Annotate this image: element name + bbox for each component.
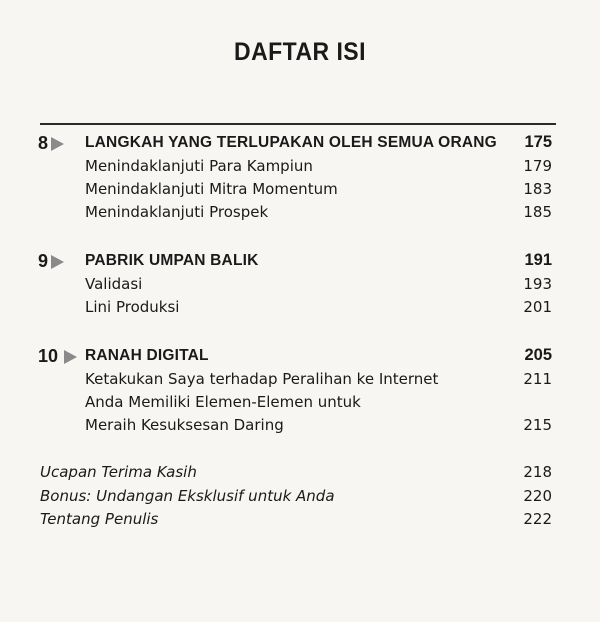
toc-item xyxy=(0,370,600,392)
backmatter-page: 220 xyxy=(523,487,552,505)
divider xyxy=(40,123,556,125)
toc-item xyxy=(0,416,600,438)
toc-item-title: Menindaklanjuti Para Kampiun xyxy=(85,157,313,175)
chapter-page: 205 xyxy=(524,346,552,364)
chapter-row xyxy=(0,133,600,155)
backmatter-title: Tentang Penulis xyxy=(40,510,159,528)
chapter-row xyxy=(0,346,600,368)
chapter-page: 175 xyxy=(524,133,552,151)
toc-item xyxy=(0,298,600,320)
backmatter-title: Bonus: Undangan Eksklusif untuk Anda xyxy=(40,487,335,505)
toc-item-title: Menindaklanjuti Mitra Momentum xyxy=(85,180,338,198)
chapter-number: 9 xyxy=(38,251,49,271)
chapter-title: LANGKAH YANG TERLUPAKAN OLEH SEMUA ORANG xyxy=(85,134,497,151)
backmatter-item xyxy=(0,487,600,509)
toc-item-title: Validasi xyxy=(85,275,143,293)
toc-item-page: 211 xyxy=(523,370,552,388)
chapter-page: 191 xyxy=(524,251,552,269)
toc-item-page: 193 xyxy=(523,275,552,293)
toc-item-title: Anda Memiliki Elemen-Elemen untuk xyxy=(85,393,361,411)
chapter-title: RANAH DIGITAL xyxy=(85,347,209,364)
toc-item-page: 183 xyxy=(523,180,552,198)
backmatter-item xyxy=(0,463,600,485)
toc-item xyxy=(0,393,600,415)
backmatter-page: 218 xyxy=(523,463,552,481)
toc-item-page: 179 xyxy=(523,157,552,175)
backmatter-page: 222 xyxy=(523,510,552,528)
page-title: DAFTAR ISI xyxy=(234,38,366,66)
toc-item xyxy=(0,275,600,297)
arrow-icon xyxy=(64,350,77,364)
toc-item-title: Menindaklanjuti Prospek xyxy=(85,203,269,221)
toc-item-page: 185 xyxy=(523,203,552,221)
backmatter-title: Ucapan Terima Kasih xyxy=(40,463,197,481)
chapter-number: 8 xyxy=(38,133,49,153)
chapter-row xyxy=(0,251,600,273)
toc-item xyxy=(0,180,600,202)
toc-item xyxy=(0,203,600,225)
toc-item-title: Meraih Kesuksesan Daring xyxy=(85,416,284,434)
toc-item-page: 215 xyxy=(523,416,552,434)
arrow-icon xyxy=(51,255,64,269)
toc-item-title: Ketakukan Saya terhadap Peralihan ke Internet xyxy=(85,370,439,388)
arrow-icon xyxy=(51,137,64,151)
backmatter-item xyxy=(0,510,600,532)
chapter-title: PABRIK UMPAN BALIK xyxy=(85,252,259,269)
toc-item-page: 201 xyxy=(523,298,552,316)
toc-item-title: Lini Produksi xyxy=(85,298,180,316)
toc-item xyxy=(0,157,600,179)
chapter-number: 10 xyxy=(38,346,59,366)
